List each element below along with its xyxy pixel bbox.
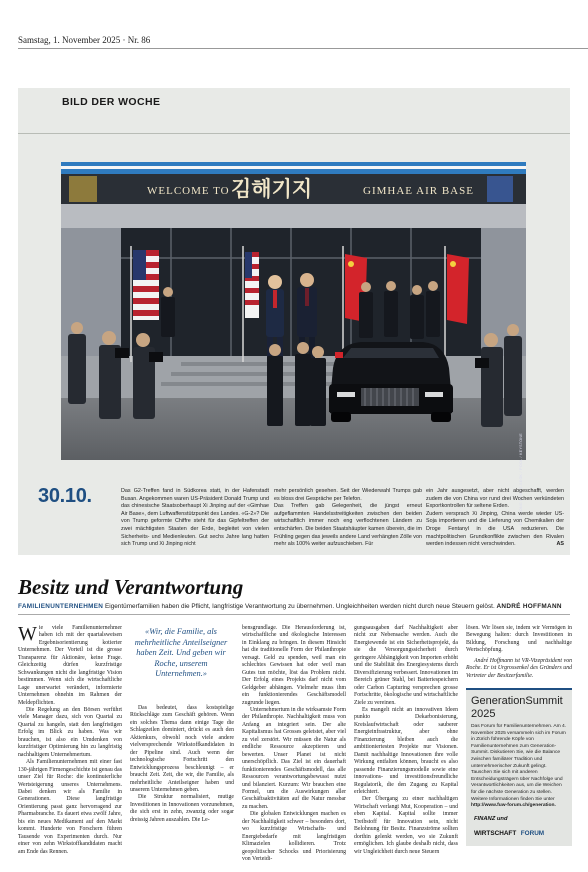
col4-para-3: Der Übergang zu einer nachhaltigen Wirtschaft verlangt Mut, Kooperation – und eben Kapital. Kapital sollte immer Treibstoff für Innovation sein, nicht Belohnung für Besitz. Finanzströme sollten dorthin gelenkt werden, wo sie Zukunft ermöglichen. Ich glaube deshalb nicht, dass wir Ungleichheit durch neue Steuern xyxy=(354,796,458,855)
sign-gimhae: GIMHAE AIR BASE xyxy=(363,185,474,197)
col3-para-1: bensgrundlage. Die Herausforderung ist, wirtschaftliche und ökologische Interessen in Einklang zu bringen. In diesem Hinsicht hat die traditionelle Form der Philanthropie versagt. Geld zu spenden, weil man ein schlechtes Gewissen hat oder weil man Gutes tun möchte, löst das Problem nicht. Der Erfolg eines Projekts darf nicht vom Geldgeber abhängen. Vielmehr muss ihm ein funktionierendes Geschäftsmodell zugrunde liegen. xyxy=(242,625,346,706)
sidebar-text xyxy=(471,724,567,810)
article-column-5 xyxy=(466,625,572,680)
article-divider xyxy=(18,614,570,615)
photo-credit: EPA / SONG KYUNG-SEOK / POOL / KEYSTONE xyxy=(519,433,523,526)
photo-date: 30.10. xyxy=(38,485,92,507)
col1-para-1: ie viele Familienunternehmer haben ich mit der quartalsweisen Ergebnisorientierung kotierter Unternehmen. Der Vorteil ist die grosse Transparenz für Aktionäre, keine Frage. Gleichzeitig dürfen kurzfristige Schwankungen nicht die langfristige Vision bestimmen. Wenn sich die wirtschaftliche Lage unerwartet verändert, informierte Unternehmen ohnehin im Rahmen der Meldepflichten. xyxy=(18,625,122,706)
bild-der-woche-section xyxy=(18,88,570,555)
sidebar-body: Das Forum für Familienunternehmen. Am 4. November 2025 versammeln sich im Forum in Zürich führende Köpfe von Familienunternehmen zum Generation-Summit. Diskutieren Sie, wie die Balance zwischen familiärer Tradition und unternehmerischer Zukunft gelingt. Tauschen Sie sich mit anderen Entscheidungsträgern über Nachfolge und Verantwortlichkeiten aus, um die Weichen für die nächste Generation zu stellen. Weitere Informationen finden Sie unter xyxy=(471,724,567,802)
logo-line-1: FINANZ und xyxy=(474,816,508,822)
generation-summit-box xyxy=(466,688,572,846)
col4-para-1: gungsausgaben darf Nachhaltigkeit aber nicht zur Nebensache werden. Auch die Energiewende ist ein Sicherheitsprojekt, da sie die Versorgungssicherheit durch geringere Abhängigkeit von Importen erhöht und die Stabilität des Energiesystems durch Diversifizierung verbessert. Innovationen im Bereich grüner Stahl, bei Batteriespeichern oder Carbon Capturing versprechen grosse Fortschritte, ökologische und wirtschaftliche Ziele zu vereinen. xyxy=(354,625,458,706)
col5-para-1: lösen. Wir lösen sie, indem wir Vermögen in Bewegung halten: durch Investitionen in Bildung, Forschung und nachhaltige Wertschöpfung. xyxy=(466,625,572,654)
caption-initials: AS xyxy=(556,541,564,548)
fuw-forum-logo xyxy=(474,816,544,840)
author-bio: André Hoffmann ist VR-Vizepräsident von Roche. Er ist Urgrossenkel des Gründers und Vertreter der Besitzerfamilie. xyxy=(466,657,572,679)
sidebar-title: GenerationSummit 2025 xyxy=(471,695,563,720)
masthead-date-issue: Samstag, 1. November 2025 · Nr. 86 xyxy=(18,35,151,45)
logo-line-2: WIRTSCHAFT xyxy=(474,830,517,837)
article-column-1 xyxy=(18,625,122,856)
pull-quote: «Wir, die Familie, als mehrheitliche Anteilseigner haben Zeit. Und geben wir Roche, unserem Unternehmen.» xyxy=(134,627,228,679)
news-photo xyxy=(61,162,526,460)
kicker-section: FAMILIENUNTERNEHMEN xyxy=(18,603,104,610)
col2-para-2: Die Struktur normalisiert, mutige Investitionen in Innovationen vorzunehmen, die sich erst in zehn, zwanzig oder sogar dreissig Jahren auszahlen. Die Le- xyxy=(130,794,234,823)
masthead-rule xyxy=(18,48,588,49)
article-column-3 xyxy=(242,625,346,864)
caption-column-3-text: ein Jahr ausgesetzt, aber nicht abgeschafft, werden zudem die von China vor rund drei Wochen verkündeten Exportkontrollen für seltene Erden. Zudem versprach Xi Jinping, China werde wieder US-Soja importieren und die Lieferung von Chemikalien der Droge Fentanyl in die USA reduzieren. Die machtpolitischen Grundkonflikte zwischen den Rivalen werden indessen nicht verschwinden. xyxy=(426,488,564,548)
col2-para-1: Das bedeutet, dass kostspielige Rückschläge zum Geschäft gehören. Wenn ein solches Thema dann einige Tage die Schlagzeilen dominiert, drückt es auch den Aktienkurs, obwohl noch viele andere vielversprechende Wirkstoffkandidaten in der Pipeline sind. Auch wenn der technologische Fortschritt den Entwicklungsprozess beschleunigt – er braucht Zeit. Zeit, die wir, die Familie, als mehrheitliche Anteilseigner haben und unserem Unternehmen geben. xyxy=(130,705,234,793)
logo-line-3: FORUM xyxy=(520,830,545,837)
caption-column-3 xyxy=(426,488,564,549)
kicker-lead: Eigentümerfamilien haben die Pflicht, langfristige Verantwortung zu übernehmen. Ungleichheiten werden nicht durch neue Steuern gelöst. xyxy=(105,603,495,610)
limousine xyxy=(329,342,453,422)
caption-column-2: mehr persönlich gesehen. Seit der Wiederwahl Trumps gab es bloss drei Gespräche per Telefon. Das Treffen gab Gelegenheit, die jüngst erneut aufgeflammten Handelsstreitigkeiten zwischen den beiden wirtschaftlich immer noch eng verflochtenen Ländern zu entschärfen. Die beiden Staatshäupter kamen überein, die im Frühling gegen das jeweils andere Land verhängten Zölle von mehr als 100% weiter aufzuschieben. Für xyxy=(274,488,422,548)
sign-korean: 김해기지 xyxy=(231,177,313,201)
col3-para-2: Unternehmertum in die wirksamste Form der Philanthropie. Nachhaltigkeit muss von Anfang an integriert sein. Der alte Kapitalismus hat Grosses geleistet, aber viel zu viel zerstört. Wir müssen die Natur als endliche Ressource akzeptieren und bewerten. Unser Planet ist nicht unerschöpflich. Das Ziel ist ein dauerhaft funktionierendes Geschäftsmodell, das alle Ressourcen verantwortungsbewusst nutzt und bilanziert. Kurzum: Wir brauchen eine Formel, um die Auswirkungen aller Geschäftsaktivitäten auf die Natur messbar zu machen. xyxy=(242,706,346,810)
sidebar-url[interactable]: http://www.fuw-forum.ch/generation. xyxy=(471,803,556,809)
section-divider xyxy=(18,133,570,134)
caption-column-1: Das G2-Treffen fand in Südkorea statt, in der Hafenstadt Busan. Angekommen waren US-Präsident Donald Trump und das chinesische Staatsoberhaupt Xi Jinping auf der «Gimhae Air Base», dem Luftwaffenstützpunkt des Landes. «G-2»? Die von Trump geformte Chiffre steht für das Gipfeltreffen der zwei mächtigsten Staaten der Erde, begleitet von vielen Sicherheits- und Medienleuten. Gut sechs Jahre lang hatten sich Trump und Xi Jinping nicht xyxy=(121,488,269,548)
article-title: Besitz und Verantwortung xyxy=(18,575,244,599)
col4-para-2: Es mangelt nicht an innovativen Ideen punkto Dekarbonisierung, Kreislaufwirtschaft oder sauberer Energieinfrastruktur, aber ohne Finanzierung bleiben auch die ambitioniertesten Projekte nur Visionen. Damit nachhaltige Innovationen ihre volle Wirkung entfalten können, braucht es also passende Finanzierungsmodelle sowie eine innovations- und investitionsfreundliche Regulatorik, die den Zugang zu Kapital erleichtert. xyxy=(354,706,458,795)
article-column-4 xyxy=(354,625,458,856)
col1-para-2: Die Regelung an den Börsen verführt viele Manager dazu, sich von Quartal zu Quartal zu hangeln, statt den langfristigen Erfolg im Blick zu haben. Was wir brauchen, ist also ein Umdenken von kurzfristiger Optimierung hin zu langfristig nachhaltigem Unternehmertum. xyxy=(18,706,122,758)
article-dropcap: W xyxy=(18,623,37,645)
col1-para-3: Als Familienunternehmen mit einer fast 130-jährigen Firmengeschichte ist genau das unser Ziel für Roche: die kontinuierliche Wertsteigerung unseres Unternehmens. Dabei denken wir als Familie in Generationen. Diese langfristige Orientierung passt ganz hervorragend zur Pharmabranche. Es dauert etwa zwölf Jahre, bis ein neues Medikament auf den Markt kommt. Hunderte von Forschern führen Tausende von Experimenten durch. Nur einer von zehn Wirkstoffkandidaten macht am Ende das Rennen. xyxy=(18,759,122,855)
section-title: BILD DER WOCHE xyxy=(62,96,161,108)
article-kicker xyxy=(18,603,562,610)
sign-welcome: WELCOME TO xyxy=(147,185,230,197)
article-column-2 xyxy=(130,705,234,824)
kicker-author: ANDRÉ HOFFMANN xyxy=(496,603,562,610)
col3-para-3: Die globalen Entwicklungen machen es der Nachhaltigkeit schwer – besonders dort, wo kurzfristige Wirtschafts- und Energiebedarfe mit langfristigen Klimazielen kollidieren. Trotz geopolitischer Schocks und Priorisierung von Verteidi- xyxy=(242,811,346,863)
